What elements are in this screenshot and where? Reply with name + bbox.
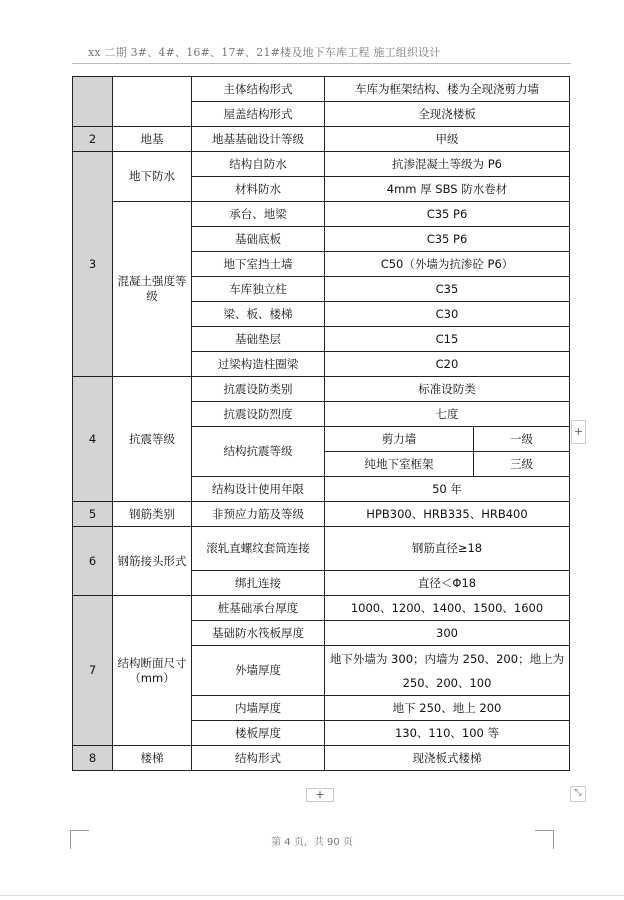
table-cell[interactable]: 基础底板	[192, 227, 325, 252]
table-cell[interactable]: 抗震设防烈度	[192, 402, 325, 427]
add-column-button[interactable]: +	[571, 420, 586, 444]
table-cell[interactable]	[73, 77, 113, 127]
table-cell[interactable]: 300	[325, 621, 570, 646]
category-cell[interactable]: 抗震等级	[113, 377, 192, 502]
table-cell[interactable]: 车库独立柱	[192, 277, 325, 302]
table-cell[interactable]: 130、110、100 等	[325, 721, 570, 746]
table-cell[interactable]: 现浇板式楼梯	[325, 746, 570, 771]
row-number[interactable]: 2	[73, 127, 113, 152]
document-header: xx 二期 3#、4#、16#、17#、21#楼及地下车库工程 施工组织设计	[88, 46, 441, 59]
table-cell[interactable]: 结构自防水	[192, 152, 325, 177]
table-cell[interactable]: 主体结构形式	[192, 77, 325, 102]
table-cell[interactable]: 三级	[474, 452, 570, 477]
table-cell[interactable]: 抗渗混凝土等级为 P6	[325, 152, 570, 177]
row-number[interactable]: 7	[73, 596, 113, 746]
table-cell[interactable]: 七度	[325, 402, 570, 427]
table-cell[interactable]: 一级	[474, 427, 570, 452]
row-number[interactable]: 5	[73, 502, 113, 527]
category-cell[interactable]: 地下防水	[113, 152, 192, 202]
table-cell[interactable]: 抗震设防类别	[192, 377, 325, 402]
category-cell[interactable]: 混凝土强度等级	[113, 202, 192, 377]
table-cell[interactable]: 4mm 厚 SBS 防水卷材	[325, 177, 570, 202]
table-cell[interactable]: 地下室挡土墙	[192, 252, 325, 277]
table-cell[interactable]: 结构设计使用年限	[192, 477, 325, 502]
table-cell[interactable]: 地下外墙为 300；内墙为 250、200；地上为 250、200、100	[325, 646, 570, 696]
table-cell[interactable]: 基础防水筏板厚度	[192, 621, 325, 646]
category-cell[interactable]: 钢筋类别	[113, 502, 192, 527]
table-cell[interactable]: 结构形式	[192, 746, 325, 771]
category-cell[interactable]: 地基	[113, 127, 192, 152]
table-cell[interactable]: 楼板厚度	[192, 721, 325, 746]
table-cell[interactable]: 屋盖结构形式	[192, 102, 325, 127]
table-cell[interactable]: 承台、地梁	[192, 202, 325, 227]
row-number[interactable]: 6	[73, 527, 113, 596]
add-row-button[interactable]: +	[306, 788, 334, 802]
table-cell[interactable]: C35 P6	[325, 227, 570, 252]
table-cell[interactable]: 桩基础承台厚度	[192, 596, 325, 621]
table-cell[interactable]: 全现浇楼板	[325, 102, 570, 127]
table-cell[interactable]: 剪力墙	[325, 427, 474, 452]
row-number[interactable]: 8	[73, 746, 113, 771]
page-divider	[0, 895, 624, 896]
row-number[interactable]: 3	[73, 152, 113, 377]
table-cell[interactable]: C35 P6	[325, 202, 570, 227]
table-cell[interactable]: 1000、1200、1400、1500、1600	[325, 596, 570, 621]
table-cell[interactable]: 车库为框架结构、楼为全现浇剪力墙	[325, 77, 570, 102]
table-cell[interactable]: 外墙厚度	[192, 646, 325, 696]
table-cell[interactable]: 滚轧直螺纹套筒连接	[192, 527, 325, 571]
table-cell[interactable]: HPB300、HRB335、HRB400	[325, 502, 570, 527]
row-number[interactable]: 4	[73, 377, 113, 502]
table-cell[interactable]: 地下 250、地上 200	[325, 696, 570, 721]
table-cell[interactable]: 钢筋直径≥18	[325, 527, 570, 571]
table-cell[interactable]: 绑扎连接	[192, 571, 325, 596]
category-cell[interactable]: 钢筋接头形式	[113, 527, 192, 596]
table-cell[interactable]: 纯地下室框架	[325, 452, 474, 477]
table-cell[interactable]: 50 年	[325, 477, 570, 502]
table-cell[interactable]: 甲级	[325, 127, 570, 152]
table-cell[interactable]: C30	[325, 302, 570, 327]
table-cell[interactable]: 梁、板、楼梯	[192, 302, 325, 327]
page-footer: 第 4 页，共 90 页	[271, 837, 353, 848]
table-cell[interactable]: 过梁构造柱圈梁	[192, 352, 325, 377]
header-rule	[72, 63, 571, 64]
table-cell[interactable]	[113, 77, 192, 127]
table-cell[interactable]: 非预应力筋及等级	[192, 502, 325, 527]
table-cell[interactable]: 内墙厚度	[192, 696, 325, 721]
table-cell[interactable]: C15	[325, 327, 570, 352]
table-cell[interactable]: 直径＜Φ18	[325, 571, 570, 596]
table-cell[interactable]: 结构抗震等级	[192, 427, 325, 477]
table-cell[interactable]: 材料防水	[192, 177, 325, 202]
category-cell[interactable]: 结构断面尺寸（mm）	[113, 596, 192, 746]
table-cell[interactable]: C20	[325, 352, 570, 377]
table-cell[interactable]: C35	[325, 277, 570, 302]
table-cell[interactable]: C50（外墙为抗渗砼 P6）	[325, 252, 570, 277]
table-resize-icon[interactable]: ⤡	[570, 786, 586, 802]
table-cell[interactable]: 标准设防类	[325, 377, 570, 402]
spec-table	[72, 76, 570, 771]
table-cell[interactable]: 地基基础设计等级	[192, 127, 325, 152]
category-cell[interactable]: 楼梯	[113, 746, 192, 771]
table-cell[interactable]: 基础垫层	[192, 327, 325, 352]
